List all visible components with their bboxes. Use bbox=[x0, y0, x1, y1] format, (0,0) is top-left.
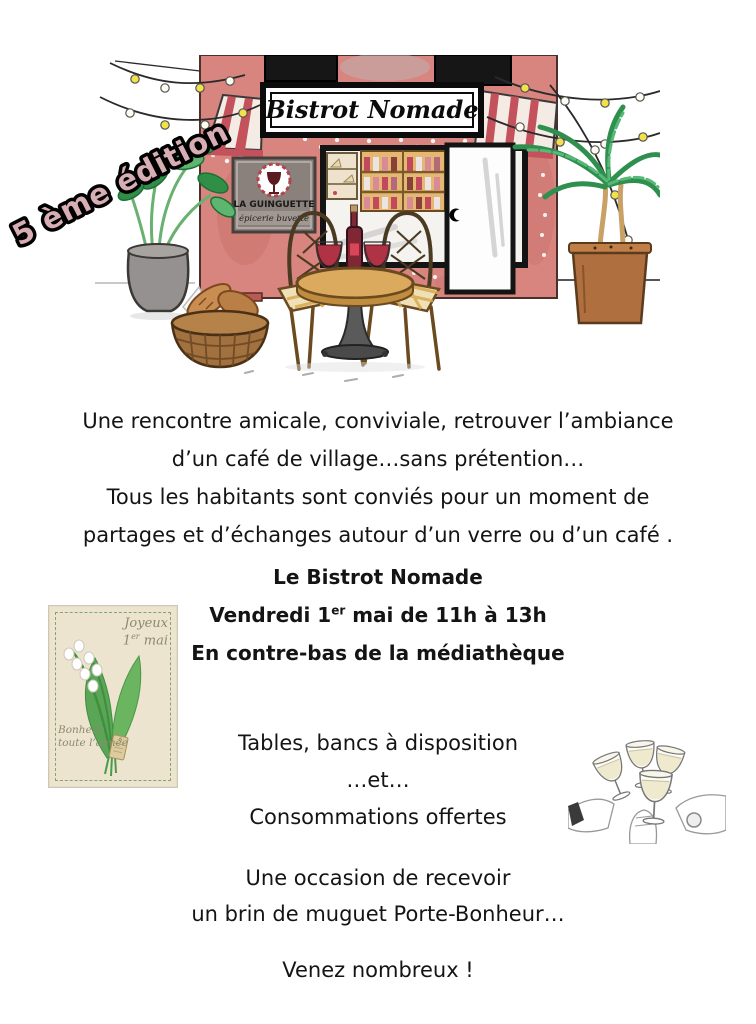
closing-block bbox=[0, 955, 756, 985]
edition-badge bbox=[0, 84, 265, 259]
shop-door bbox=[447, 145, 513, 292]
guinguette-name: LA GUINGUETTE bbox=[233, 200, 315, 210]
intro-paragraph bbox=[0, 402, 756, 554]
offer-line-2: …et… bbox=[346, 768, 410, 792]
guinguette-subtitle: épicerie buvette bbox=[238, 214, 310, 224]
card-wish: Bonheur toute l’année bbox=[58, 723, 128, 750]
occasion-line-2: un brin de muguet Porte-Bonheur… bbox=[191, 902, 565, 926]
intro-line-2: d’un café de village…sans prétention… bbox=[171, 447, 585, 471]
card-greeting: Joyeux 1er mai bbox=[122, 616, 168, 648]
event-location: En contre-bas de la médiathèque bbox=[191, 641, 565, 665]
event-date: Vendredi 1er mai de 11h à 13h bbox=[209, 603, 547, 627]
bistrot-nomade-sign bbox=[263, 85, 481, 135]
edition-badge-label: 5 ème édition bbox=[6, 113, 235, 253]
watch-icon bbox=[687, 813, 701, 827]
event-date-sup: er bbox=[331, 603, 346, 618]
offer-line-3: Consommations offertes bbox=[249, 805, 507, 829]
intro-line-3: Tous les habitants sont conviés pour un moment de bbox=[106, 485, 650, 509]
sign-label: Bistrot Nomade bbox=[265, 95, 479, 124]
occasion-block bbox=[0, 860, 756, 932]
occasion-line-1: Une occasion de recevoir bbox=[245, 866, 511, 890]
offer-line-1: Tables, bancs à disposition bbox=[237, 731, 519, 755]
event-title: Le Bistrot Nomade bbox=[273, 565, 483, 589]
intro-line-4: partages et d’échanges autour d’un verre ou d’un café . bbox=[82, 523, 674, 547]
toast-illustration bbox=[568, 732, 726, 844]
intro-line-1: Une rencontre amicale, conviviale, retrouver l’ambiance bbox=[82, 409, 674, 433]
closing-line: Venez nombreux ! bbox=[282, 958, 474, 982]
